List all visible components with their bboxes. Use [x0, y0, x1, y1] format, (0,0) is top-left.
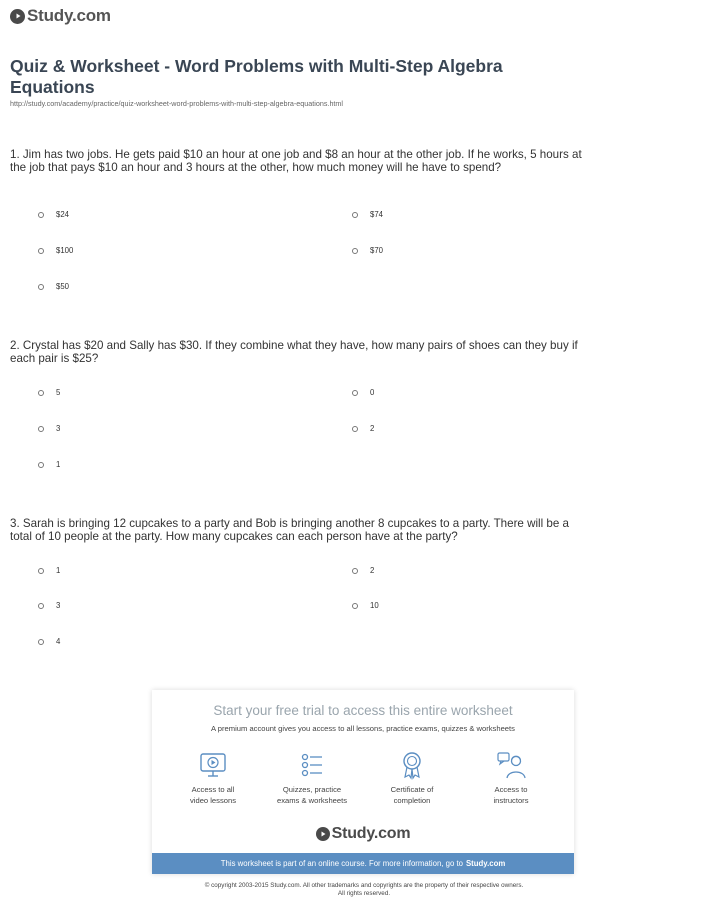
q3-option-a[interactable] [38, 566, 60, 575]
option-label: 2 [370, 424, 375, 433]
certificate-icon [397, 750, 427, 780]
feature-label-line2: completion [393, 796, 431, 805]
option-label: 10 [370, 601, 379, 610]
q3-option-c[interactable] [38, 601, 60, 610]
copyright-line: © copyright 2003-2015 Study.com. All other trademarks and copyrights are the property of their respective owners. [204, 882, 524, 889]
q1-option-d[interactable] [352, 246, 383, 255]
feature-label-line2: instructors [493, 796, 529, 805]
radio-button[interactable] [38, 639, 44, 645]
option-label: 3 [56, 424, 61, 433]
radio-button[interactable] [38, 462, 44, 468]
study-link[interactable]: Study.com [465, 859, 506, 868]
question-1-text: 1. Jim has two jobs. He gets paid $10 an hour at one job and $8 an hour at the other job. If he works, 5 hours at the job that pays $10 an hour and 3 hours at the other, how much money will he have to spend? [10, 148, 582, 174]
study-logo[interactable] [10, 6, 111, 26]
q1-option-b[interactable] [352, 210, 383, 219]
q2-option-b[interactable] [352, 388, 374, 397]
q3-option-e[interactable] [38, 637, 60, 646]
q3-option-b[interactable] [352, 566, 374, 575]
radio-button[interactable] [352, 390, 358, 396]
quiz-list-icon [297, 750, 327, 780]
course-info-bar [152, 853, 574, 874]
option-label: 1 [56, 566, 61, 575]
q1-option-a[interactable] [38, 210, 69, 219]
feature-label-line2: video lessons [189, 796, 236, 805]
radio-button[interactable] [352, 248, 358, 254]
option-label: $24 [56, 210, 70, 219]
play-circle-icon [316, 827, 330, 841]
feature-instructors [466, 750, 556, 806]
radio-button[interactable] [38, 426, 44, 432]
option-label: $70 [370, 246, 384, 255]
feature-label-line2: exams & worksheets [276, 796, 348, 805]
source-url[interactable]: http://study.com/academy/practice/quiz-worksheet-word-problems-with-multi-step-algebra-equations.html [10, 99, 344, 108]
radio-button[interactable] [352, 426, 358, 432]
question-2-text: 2. Crystal has $20 and Sally has $30. If they combine what they have, how many pairs of shoes can they buy if each pair is $25? [10, 339, 578, 365]
feature-video-lessons [168, 750, 258, 806]
logo-text: Study.com [331, 825, 411, 842]
q2-option-a[interactable] [38, 388, 60, 397]
option-label: 2 [370, 566, 375, 575]
q1-option-c[interactable] [38, 246, 73, 255]
feature-label-line1: Quizzes, practice [282, 785, 342, 794]
instructor-icon [496, 750, 526, 780]
video-lessons-icon [198, 750, 228, 780]
radio-button[interactable] [352, 603, 358, 609]
q2-option-c[interactable] [38, 424, 60, 433]
option-label: 4 [56, 637, 61, 646]
free-trial-promo [152, 690, 574, 874]
promo-study-logo[interactable] [152, 825, 574, 843]
logo-text: Study.com [27, 6, 111, 25]
option-label: 3 [56, 601, 61, 610]
question-3-text: 3. Sarah is bringing 12 cupcakes to a party and Bob is bringing another 8 cupcakes to a party. There will be a total of 10 people at the party. How many cupcakes can each person have at the party? [10, 517, 569, 543]
option-label: $100 [56, 246, 74, 255]
feature-quizzes [267, 750, 357, 806]
copyright-footer [0, 882, 728, 898]
radio-button[interactable] [38, 568, 44, 574]
feature-certificate [367, 750, 457, 806]
option-label: 0 [370, 388, 375, 397]
rights-line: All rights reserved. [337, 890, 391, 897]
radio-button[interactable] [38, 284, 44, 290]
option-label: $50 [56, 282, 70, 291]
page-title: Quiz & Worksheet - Word Problems with Multi-Step Algebra Equations [10, 56, 503, 97]
option-label: 1 [56, 460, 61, 469]
radio-button[interactable] [38, 390, 44, 396]
radio-button[interactable] [38, 212, 44, 218]
radio-button[interactable] [352, 568, 358, 574]
q2-option-d[interactable] [352, 424, 374, 433]
option-label: 5 [56, 388, 61, 397]
play-circle-icon [10, 9, 25, 24]
feature-label-line1: Certificate of [390, 785, 434, 794]
q1-option-e[interactable] [38, 282, 69, 291]
q3-option-d[interactable] [352, 601, 379, 610]
option-label: $74 [370, 210, 384, 219]
promo-heading[interactable]: Start your free trial to access this entire worksheet [213, 703, 513, 718]
feature-label-line1: Access to all [191, 785, 235, 794]
radio-button[interactable] [38, 248, 44, 254]
course-info-text: This worksheet is part of an online course. For more information, go to [220, 859, 463, 868]
promo-subheading: A premium account gives you access to all lessons, practice exams, quizzes & worksheets [211, 724, 515, 733]
radio-button[interactable] [352, 212, 358, 218]
feature-label-line1: Access to [494, 785, 528, 794]
radio-button[interactable] [38, 603, 44, 609]
q2-option-e[interactable] [38, 460, 60, 469]
